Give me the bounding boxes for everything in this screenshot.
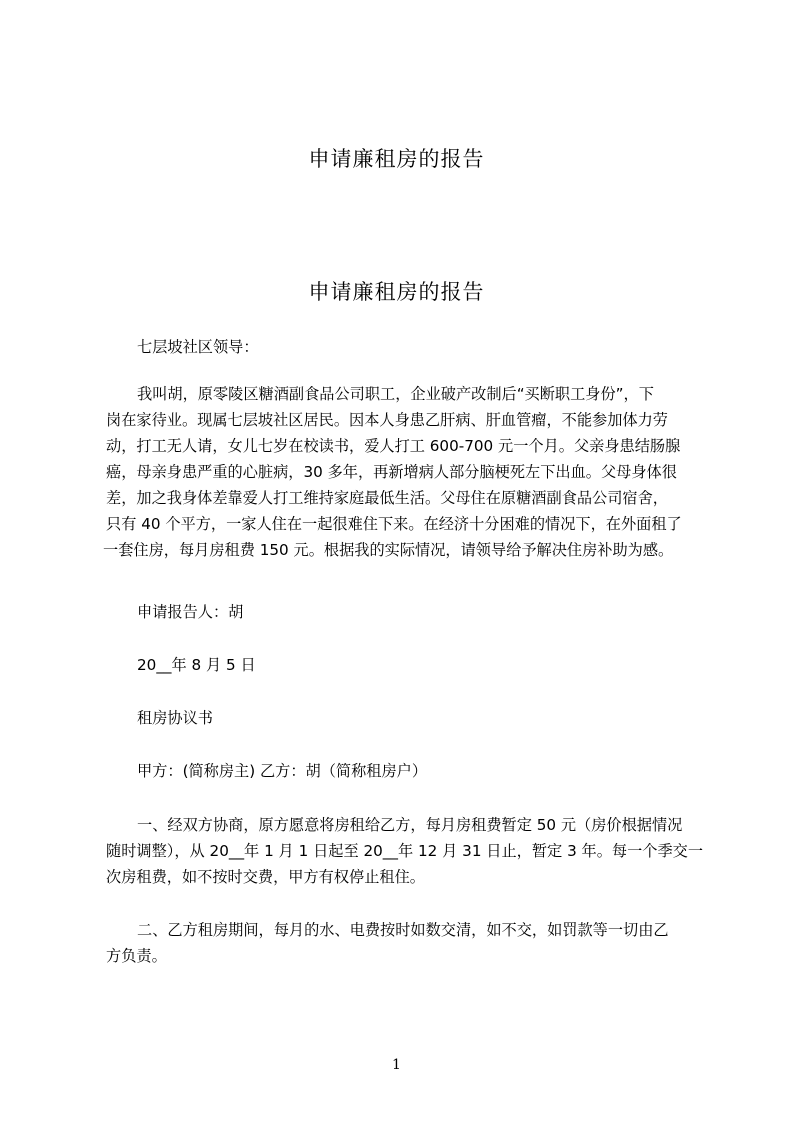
page-header-title: 申请廉租房的报告 — [308, 147, 485, 171]
page-number: 1 — [392, 1057, 401, 1073]
page-title: 申请廉租房的报告 — [308, 280, 485, 304]
clause-line: 随时调整），从 20__年 1 月 1 日起至 20__年 12 月 31 日止，暂定 3 年。每一个季交一 — [106, 842, 704, 860]
clause-line: 次房租费，如不按时交费，甲方有权停止租住。 — [106, 868, 425, 886]
body-line: 我叫胡，原零陵区糖酒副食品公司职工，企业破产改制后“买断职工身份”，下 — [137, 385, 654, 403]
body-line: 岗在家待业。现属七层坡社区居民。因本人身患乙肝病、肝血管瘤，不能参加体力劳 — [106, 411, 668, 429]
body-line: 一套住房，每月房租费 150 元。根据我的实际情况，请领导给予解决住房补助为感。 — [103, 541, 674, 559]
clause-line: 方负责。 — [106, 947, 167, 965]
body-line: 只有 40 个平方，一家人住在一起很难住下来。在经济十分困难的情况下，在外面租了 — [106, 515, 682, 533]
agreement-title: 租房协议书 — [137, 709, 213, 727]
applicant-signature: 申请报告人：胡 — [137, 603, 244, 621]
clause-1 — [0, 812, 703, 890]
clause-2 — [0, 917, 669, 969]
body-paragraph — [0, 381, 682, 563]
report-date: 20__年 8 月 5 日 — [137, 656, 256, 674]
body-line: 动，打工无人请，女儿七岁在校读书，爱人打工 600-700 元一个月。父亲身患结肠腺 — [106, 437, 681, 455]
body-line: 差，加之我身体差靠爱人打工维持家庭最低生活。父母住在原糖酒副食品公司宿舍， — [106, 489, 668, 507]
body-line: 癌，母亲身患严重的心脏病，30 多年，再新增病人部分脑梗死左下出血。父母身体很 — [106, 463, 677, 481]
clause-line: 二、乙方租房期间，每月的水、电费按时如数交清，如不交，如罚款等一切由乙 — [137, 921, 669, 939]
agreement-parties: 甲方：(简称房主) 乙方：胡（简称租房户） — [137, 762, 428, 780]
salutation: 七层坡社区领导： — [137, 338, 259, 356]
clause-line: 一、经双方协商，原方愿意将房租给乙方，每月房租费暂定 50 元（房价根据情况 — [137, 816, 683, 834]
